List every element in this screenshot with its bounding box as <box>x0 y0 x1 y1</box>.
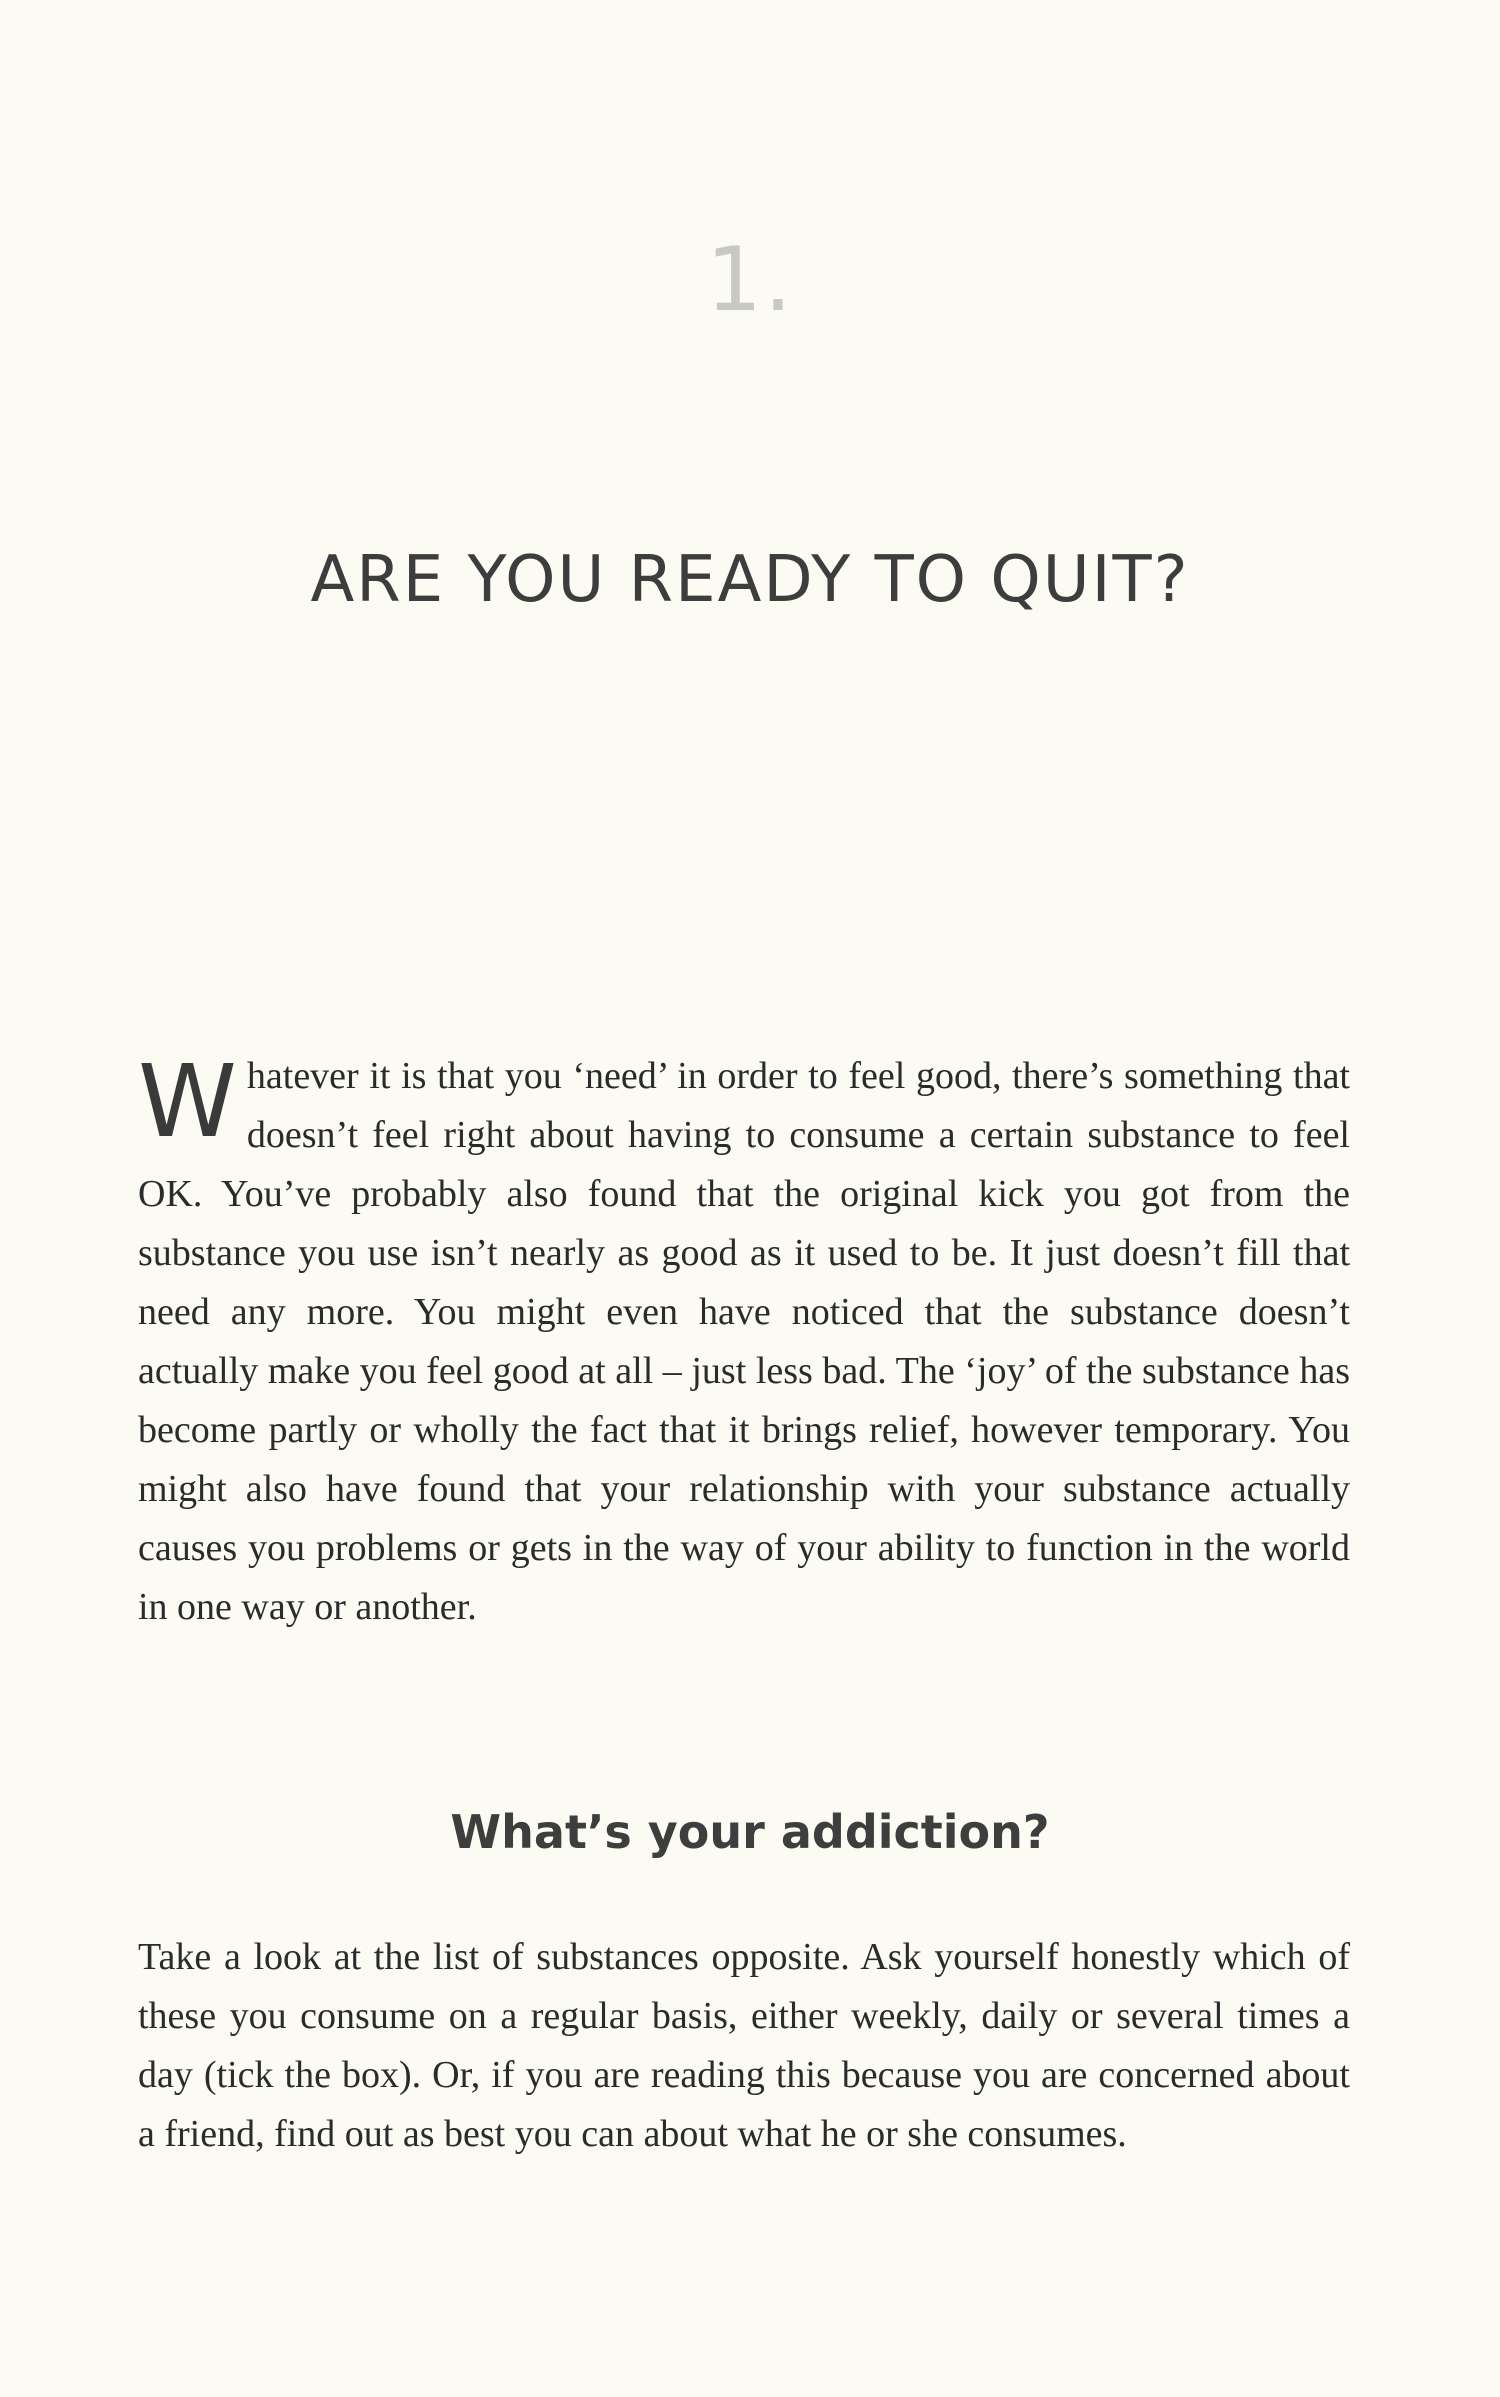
drop-cap: W <box>138 1043 237 1160</box>
section-heading: What’s your addiction? <box>450 1805 1050 1859</box>
intro-paragraph <box>138 1043 1350 1637</box>
intro-text: hatever it is that you ‘need’ in order to feel good, there’s something that doesn’t feel right about having to consume a certain substance to feel OK. You’ve probably also found that the original kick you got from the substance you use isn’t nearly as good as it used to be. It just doesn’t fill that need any more. You might even have noticed that the substance doesn’t actually make you feel good at all – just less bad. The ‘joy’ of the substance has become partly or wholly the fact that it brings relief, however temporary. You might also have found that your relationship with your substance actually causes you problems or gets in the way of your ability to function in the world in one way or another. <box>138 1055 1350 1628</box>
section-paragraph: Take a look at the list of substances opposite. Ask yourself honestly which of these you consume on a regular basis, either weekly, daily or several times a day (tick the box). Or, if you are reading this because you are concerned about a friend, find out as best you can about what he or she consumes. <box>138 1936 1350 2155</box>
chapter-title: ARE YOU READY TO QUIT? <box>310 542 1190 617</box>
chapter-number: 1. <box>706 228 794 331</box>
